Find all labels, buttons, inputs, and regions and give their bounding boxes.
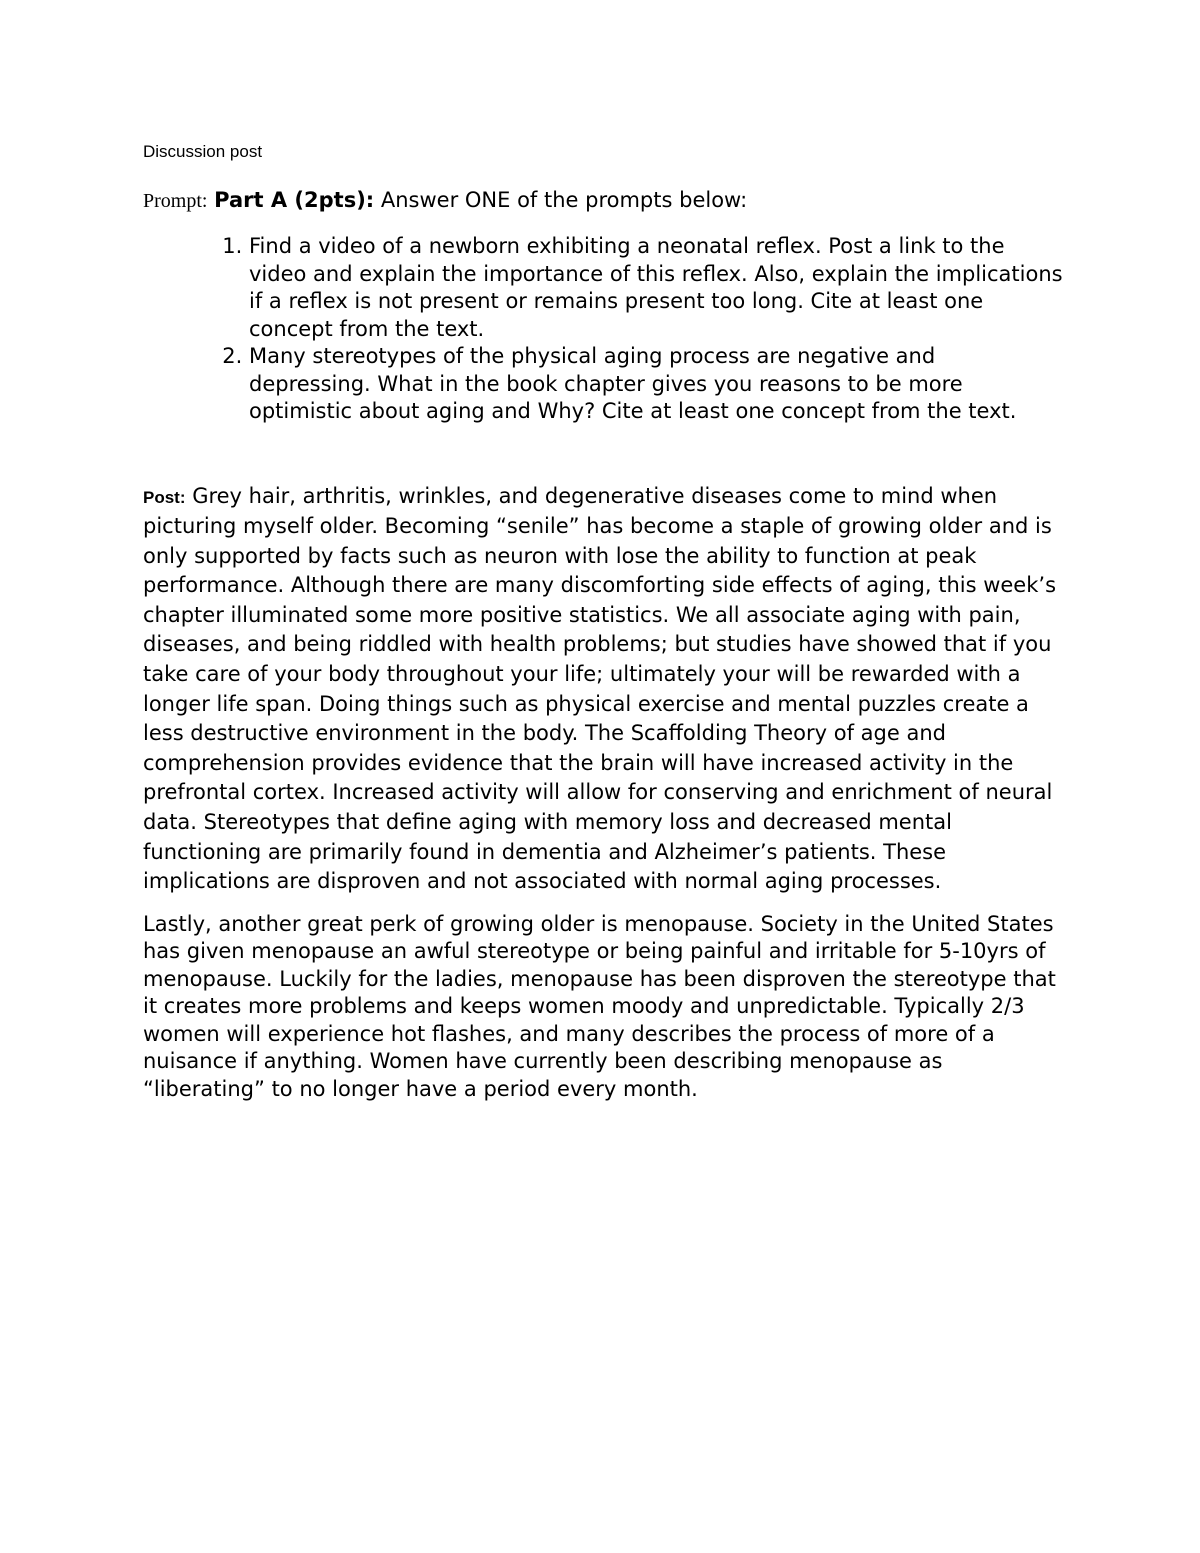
prompt-instruction: Answer ONE of the prompts below: [374,188,748,212]
post-paragraph: Lastly, another great perk of growing older is menopause. Society in the United States has given menopause an awful stereotype or being painful and irritable for 5-10yrs of menopause. Luckily for the ladies, menopause has been disproven the stereotype that it creates more problems and keeps women moody and unpredictable. Typically 2/3 women will experience hot flashes, and many describes the process of more of a nuisance if anything. Women have currently been describing menopause as “liberating” to no longer have a period every month. [143,911,1056,1101]
prompt-part-label: Part A (2pts): [214,188,375,212]
prompt-item: 1. Find a video of a newborn exhibiting a neonatal reflex. Post a link to the video and explain the importance of this reflex. Also, explain the implications if a reflex is not present or remains present too long. Cite at least one concept from the text. [249,233,1063,343]
prompt-line [143,186,1063,215]
prompt-item: 2. Many stereotypes of the physical aging process are negative and depressing. What in the book chapter gives you reasons to be more optimistic about aging and Why? Cite at least one concept from the text. [249,343,1063,426]
prompt-label: Prompt: [143,190,208,212]
document-page [143,140,1063,1103]
post-paragraph-text: Grey hair, arthritis, wrinkles, and degenerative diseases come to mind when picturing myself older. Becoming “senile” has become a staple of growing older and is only supported by facts such as neuron with lose the ability to function at peak performance. Although there are many discomforting side effects of aging, this week’s chapter illuminated some more positive statistics. We all associate aging with pain, diseases, and being riddled with health problems; but studies have showed that if you take care of your body throughout your life; ultimately your will be rewarded with a longer life span. Doing things such as physical exercise and mental puzzles create a less destructive environment in the body. The Scaffolding Theory of age and comprehension provides evidence that the brain will have increased activity in the prefrontal cortex. Increased activity will allow for conserving and enrichment of neural data. Stereotypes that define aging with memory loss and decreased mental functioning are primarily found in dementia and Alzheimer’s patients. These implications are disproven and not associated with normal aging processes. [143,483,1057,894]
post-label: Post: [143,487,186,507]
document-heading: Discussion post [143,142,263,161]
post-paragraph [143,482,1063,897]
post-section [143,482,1063,1104]
prompt-list [143,233,1063,426]
